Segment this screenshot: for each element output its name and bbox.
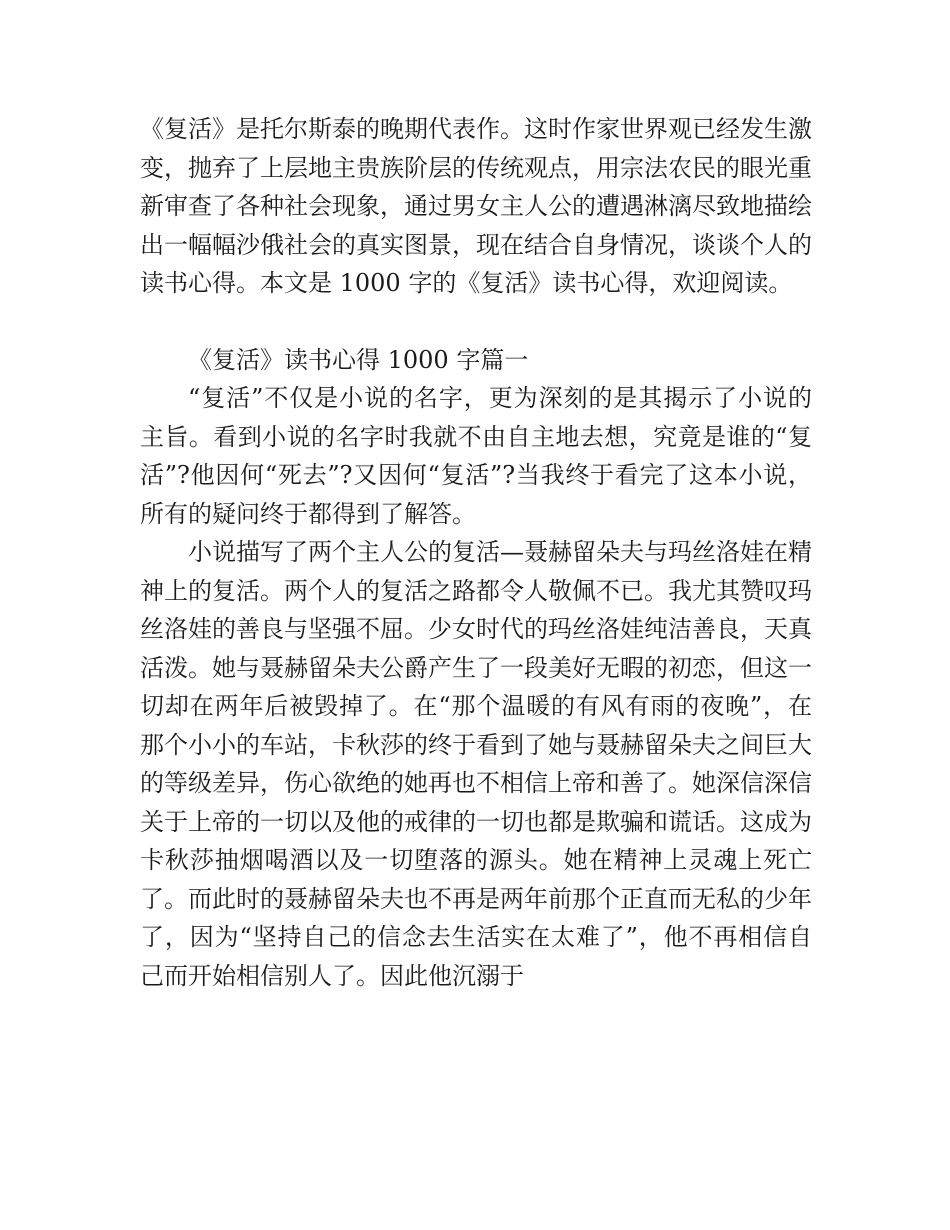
section-title: 《复活》读书心得 1000 字篇一 — [188, 345, 529, 374]
document-page — [140, 110, 812, 995]
body-paragraph-1: “复活”不仅是小说的名字，更为深刻的是其揭示了小说的主旨。看到小说的名字时我就不由自主地去想，究竟是谁的“复活”?他因何“死去”?又因何“复活”?当我终于看完了这本小说，所有的疑问终于都得到了解答。 — [140, 384, 812, 528]
intro-paragraph: 《复活》是托尔斯泰的晚期代表作。这时作家世界观已经发生激变，抛弃了上层地主贵族阶层的传统观点，用宗法农民的眼光重新审查了各种社会现象，通过男女主人公的遭遇淋漓尽致地描绘出一幅幅沙俄社会的真实图景，现在结合自身情况，谈谈个人的读书心得。本文是 1000 字的《复活》读书心得，欢迎阅读。 — [140, 115, 812, 297]
body-paragraph-2: 小说描写了两个主人公的复活—聂赫留朵夫与玛丝洛娃在精神上的复活。两个人的复活之路都令人敬佩不已。我尤其赞叹玛丝洛娃的善良与坚强不屈。少女时代的玛丝洛娃纯洁善良，天真活泼。她与聂赫留朵夫公爵产生了一段美好无暇的初恋，但这一切却在两年后被毁掉了。在“那个温暖的有风有雨的夜晚”，在那个小小的车站，卡秋莎的终于看到了她与聂赫留朵夫之间巨大的等级差异，伤心欲绝的她再也不相信上帝和善了。她深信深信关于上帝的一切以及他的戒律的一切也都是欺骗和谎话。这成为卡秋莎抽烟喝酒以及一切堕落的源头。她在精神上灵魂上死亡了。而此时的聂赫留朵夫也不再是两年前那个正直而无私的少年了，因为“坚持自己的信念去生活实在太难了”，他不再相信自己而开始相信别人了。因此他沉溺于 — [140, 538, 812, 990]
